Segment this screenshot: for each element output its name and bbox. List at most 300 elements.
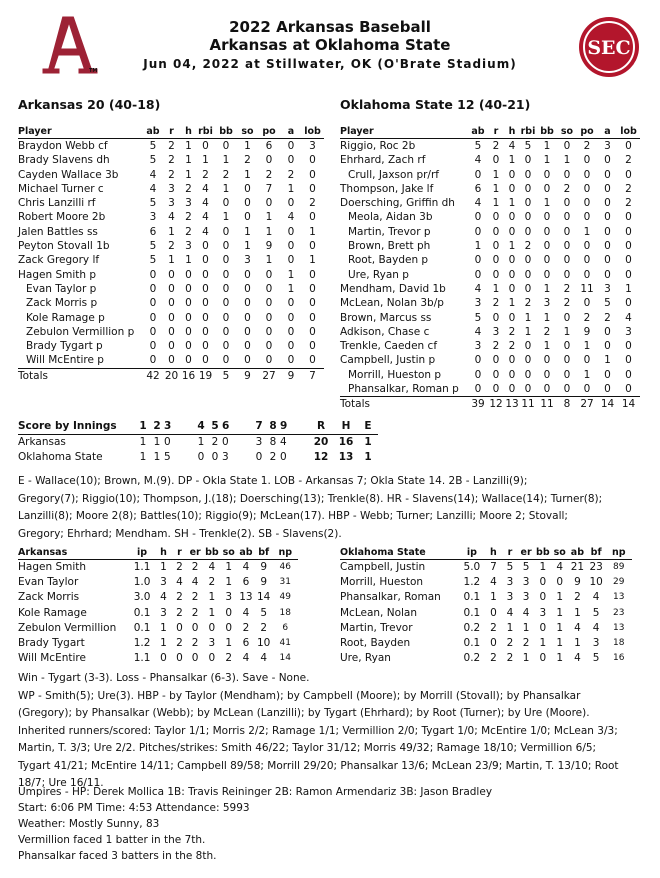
pitcher-row [340,590,632,605]
stat-cell: 4 [242,561,250,573]
stat-cell: 0 [583,297,591,310]
stat-cell: 0 [625,340,632,353]
stat-cell: 1 [539,561,547,573]
stat-cell: 0 [244,340,251,353]
stat-cell: 89 [613,562,625,572]
inning-score: 0 [164,436,171,448]
stat-cell: 0 [563,140,571,152]
player-name: Chris Lanzilli rf [18,197,96,210]
column-header: bf [587,546,606,560]
stat-cell: 0 [149,325,157,338]
stat-cell: 4 [242,652,250,665]
stat-cell: 0 [539,621,547,634]
player-row [340,210,640,224]
stat-cell: 5 [149,140,157,152]
stat-cell: 3 [168,182,175,195]
stat-cell: 0 [185,268,192,281]
stat-cell: 0 [524,268,532,281]
stat-cell: 1 [202,154,209,167]
column-header: ip [459,546,485,560]
pitcher-name: Phansalkar, Roman [340,591,441,604]
player-name: Root, Bayden p [348,254,429,267]
column-header: r [488,125,504,139]
totals-cell: 13 [505,398,519,411]
stat-cell: 13 [239,591,253,604]
totals-cell: 42 [146,369,160,382]
column-header: er [518,546,535,560]
player-row [340,282,640,296]
stat-cell: 0 [492,268,500,281]
stat-cell: 0 [185,311,192,324]
inning-score: 1 [153,436,161,448]
stat-cell: 2 [222,168,230,181]
pitcher-name: Brady Tygart [18,637,85,650]
game-notes [18,473,648,543]
player-name: Doersching, Griffin dh [340,197,455,210]
stat-cell: 0 [149,268,157,281]
stat-cell: 3 [522,591,530,604]
game-note-line: Lanzilli(8); Moore 2(8); Battles(10); Riggio(9); McLean(17). HBP - Webb; Turner; Lanzilli; Moore 2; Stovall; [18,510,568,522]
inning-header: R [308,419,334,435]
stat-cell: 2 [625,197,632,210]
stat-cell: 4 [474,282,482,295]
stat-cell: 2 [583,140,591,152]
stat-cell: 0 [168,340,175,353]
stat-cell: 2 [191,561,199,573]
stat-cell: 0 [202,254,209,267]
pitcher-row [340,621,632,636]
stat-cell: 3 [592,637,600,650]
stat-cell: 1.1 [133,652,151,665]
stat-cell: 0 [492,354,500,367]
stat-cell: 0.1 [463,637,481,650]
stat-cell: 4 [242,606,250,619]
stat-cell: 13 [613,622,625,633]
inning-score: 3 [255,436,263,448]
stat-cell: 0 [508,168,516,181]
player-row [18,210,324,224]
stat-cell: 0.1 [463,606,481,619]
player-name: Martin, Trevor p [348,225,431,238]
stat-cell: 3 [185,197,192,210]
stat-cell: 3 [149,211,157,224]
stat-cell: 0 [202,282,209,295]
player-name: Mendham, David 1b [340,282,446,295]
player-row [340,268,640,282]
stat-cell: 4 [208,561,216,573]
game-info-line: Start: 6:06 PM Time: 4:53 Attendance: 5993 [18,802,250,814]
stat-cell: 23 [613,607,625,618]
stat-cell: 4 [506,606,514,619]
stat-cell: 0 [202,268,209,281]
stat-cell: 0 [524,254,532,267]
stat-cell: 2 [625,182,632,195]
stat-cell: 1 [222,182,230,195]
stat-cell: 9 [583,325,591,338]
stat-cell: 1 [287,268,295,281]
stat-cell: 4 [474,325,482,338]
inning-header: 5 [208,419,222,435]
stat-cell: 3 [506,591,514,604]
stat-cell: 1 [556,591,563,604]
trademark-mark: TM [89,68,98,74]
stat-cell: 4 [574,621,581,634]
stat-cell: 5 [260,606,268,619]
stat-cell: 0 [563,240,571,253]
stat-cell: 21 [570,561,585,573]
player-row [18,153,324,167]
stat-cell: 0 [508,211,516,224]
inning-score: 0 [280,451,287,463]
stat-cell: 0 [244,282,251,295]
stat-cell: 0 [222,140,230,152]
player-name: Zebulon Vermillion p [26,325,135,338]
stat-cell: 0 [492,211,500,224]
stat-cell: 4 [202,211,209,224]
player-name: Peyton Stovall 1b [18,240,110,253]
player-name: Morrill, Hueston p [348,368,442,381]
column-header: r [502,546,518,560]
totals-cell: 27 [262,369,276,382]
stat-cell: 3 [625,325,632,338]
stat-cell: 4 [490,576,497,589]
stat-cell: 0 [309,182,316,195]
pitching-note-line: 18/7; Ure 16/11. [18,777,104,789]
stat-cell: 0.1 [463,591,481,604]
totals-cell: 9 [287,369,295,382]
stat-cell: 0 [176,621,183,634]
stat-cell: 0 [598,382,617,397]
totals-cell: 27 [580,398,594,411]
stat-cell: 1 [490,591,497,604]
stat-cell: 2 [490,652,497,665]
column-header: h [485,546,502,560]
stat-cell: 0 [287,340,295,353]
stat-cell: 0 [222,297,230,310]
stat-cell: 1 [208,606,216,619]
stat-cell: 0 [539,591,547,604]
stat-cell: 1 [244,140,251,152]
stat-cell: 0 [508,311,516,324]
player-name: Thompson, Jake lf [340,182,434,195]
stat-cell: 0.1 [133,606,151,619]
stat-cell: 0 [202,140,209,152]
stat-cell: 0 [492,240,500,253]
stat-cell: 16 [613,653,625,664]
stat-cell: 0 [558,382,576,397]
stat-cell: 0 [185,325,192,338]
stat-cell: 0 [508,354,516,367]
inning-score: 1 [139,451,147,463]
game-info-line: Umpires - HP: Derek Mollica 1B: Travis Reininger 2B: Ramon Armendariz 3B: Jason Bradley [18,786,493,798]
inning-header: 9 [280,419,308,435]
stat-cell: 1 [625,282,632,295]
date-venue: Jun 04, 2022 at Stillwater, OK (O'Brate Stadium) [143,57,517,71]
stat-cell: 2 [176,606,183,619]
inning-score: 0 [255,451,263,463]
stat-cell: 1 [309,254,316,267]
pitcher-row [18,590,298,605]
game-info-line: Vermillion faced 1 batter in the 7th. [18,834,206,846]
stat-cell: 0 [492,254,500,267]
stat-cell: 0 [492,311,500,324]
inning-score: 1 [139,436,147,448]
stat-cell: 1 [160,637,167,650]
stat-cell: 0 [520,382,536,397]
player-row [340,168,640,182]
player-name: Zack Morris p [26,297,98,310]
inning-score: 0 [211,451,219,463]
stat-cell: 3 [522,576,530,589]
inning-score: 16 [338,436,354,448]
pitching-note-line: Tygart 41/21; McEntire 14/11; Campbell 89/58; Morrill 29/20; Phansalkar 13/6; McLean 23/9; Martin, T. 13/10; Root [18,759,619,772]
stat-cell: 1 [168,254,175,267]
stat-cell: 6 [242,637,250,650]
stat-cell: 0 [287,140,295,152]
stat-cell: 3 [208,637,216,650]
stat-cell: 1 [543,154,551,167]
stat-cell: 6 [149,225,157,238]
stat-cell: 1 [287,182,295,195]
stat-cell: 0 [208,652,216,665]
stat-cell: 1 [508,154,516,167]
stat-cell: 0 [524,282,532,295]
inning-score: 5 [164,451,171,463]
stat-cell: 2 [492,140,500,152]
inning-header: E [358,419,378,435]
stat-cell: 0 [524,211,532,224]
stat-cell: 1 [492,182,500,195]
stat-cell: 14 [256,591,271,604]
stat-cell: 6 [265,140,273,152]
stat-cell: 1 [556,606,563,619]
stat-cell: 0 [265,311,273,324]
stat-cell: 0 [309,311,316,324]
player-row [340,368,640,382]
totals-cell: 19 [198,369,213,382]
column-header: bf [255,546,273,560]
pitcher-name: Ure, Ryan [340,652,391,665]
stat-cell: 1 [265,225,273,238]
stat-cell: 0 [583,168,591,181]
player-row [18,139,324,154]
pitching-note-line: (Gregory); by Phansalkar (Webb); by McLean (Lanzilli); by Tygart (Ehrhard); by Root (Turner); by Ure (Moore). [18,707,590,719]
stat-cell: 0 [583,268,591,281]
stat-cell: 41 [279,638,291,649]
stat-cell: 7 [490,561,497,573]
totals-label: Totals [18,369,48,382]
totals-cell: 11 [521,398,535,411]
stat-cell: 3 [543,297,551,310]
stat-cell: 0 [244,325,251,338]
stat-cell: 1 [222,211,230,224]
stat-cell: 0 [625,354,632,367]
pitching-note-line: Win - Tygart (3-3). Loss - Phansalkar (6-3). Save - None. [18,672,310,684]
stat-cell: 0 [168,268,175,281]
stat-cell: 0 [244,268,251,281]
column-header: ab [468,125,488,139]
stat-cell: 0 [583,154,591,167]
totals-cell: 39 [471,398,485,411]
stat-cell: 0 [508,182,516,195]
stat-cell: 0 [244,311,251,324]
stat-cell: 1 [474,240,482,253]
player-name: Braydon Webb cf [18,140,108,152]
stat-cell: 4 [202,197,209,210]
stat-cell: 0 [244,182,251,195]
stat-cell: 0 [287,254,295,267]
arkansas-heading: Arkansas 20 (40-18) [18,97,161,112]
player-name: Michael Turner c [18,182,104,195]
stat-cell: 0 [191,652,199,665]
player-name: Will McEntire p [18,353,143,368]
stat-cell: 2 [287,168,295,181]
stat-cell: 4 [592,621,600,634]
stat-cell: 0 [474,168,482,181]
stat-cell: 9 [574,576,581,589]
stat-cell: 5 [592,652,600,665]
stat-cell: 0 [508,282,516,295]
stat-cell: 1 [185,140,192,152]
pitcher-name: Will McEntire [18,652,86,665]
stat-cell: 11 [580,282,594,295]
innings-team-name: Arkansas [18,436,66,448]
stat-cell: 0 [244,197,251,210]
stat-cell: 6 [242,576,250,589]
column-header: so [220,546,237,560]
stat-cell: 2 [191,637,199,650]
inning-score: 1 [364,436,372,448]
stat-cell: 4 [149,168,157,181]
stat-cell: 0 [625,168,632,181]
inning-score: 0 [222,436,229,448]
stat-cell: 14 [279,653,291,664]
stat-cell: 9 [260,561,268,573]
stat-cell: 4 [474,154,482,167]
stat-cell: 2 [168,168,175,181]
stat-cell: 0.2 [463,621,481,634]
stat-cell: 0 [202,325,209,338]
inning-score: 0 [197,451,205,463]
column-header: r [163,125,180,139]
stat-cell: 2 [543,325,551,338]
stat-cell: 2 [574,591,581,604]
column-header: lob [617,125,640,139]
stat-cell: 0 [202,311,209,324]
stat-cell: 5 [149,240,157,253]
pitcher-name: Martin, Trevor [340,621,413,634]
player-row [18,239,324,253]
column-header: bb [536,547,550,558]
batting-header-row [340,125,640,139]
stat-cell: 0 [222,240,230,253]
totals-cell: 8 [563,398,571,411]
player-name: Jalen Battles ss [18,225,98,238]
stat-cell: 1 [543,340,551,353]
stat-cell: 2 [583,311,591,324]
stat-cell: 5 [522,561,530,573]
stat-cell: 2 [176,561,183,573]
stat-cell: 1 [508,297,516,310]
pitching-team-name: Oklahoma State [340,546,459,560]
stat-cell: 5 [149,197,157,210]
stat-cell: 0 [508,225,516,238]
stat-cell: 1 [524,325,532,338]
stat-cell: 4 [474,197,482,210]
arkansas-pitching-table [18,546,298,666]
game-info-line: Weather: Mostly Sunny, 83 [18,818,160,830]
inning-header: 6 [222,419,252,435]
stat-cell: 3 [225,591,233,604]
stat-cell: 3 [160,606,167,619]
column-header: bb [536,125,558,139]
stat-cell: 0 [225,606,233,619]
stat-cell: 0 [222,325,230,338]
stat-cell: 0 [149,282,157,295]
stat-cell: 2 [191,606,199,619]
stat-cell: 0 [604,268,611,281]
stat-cell: 0 [625,368,632,381]
player-name: Hagen Smith p [18,268,97,281]
stat-cell: 0 [563,197,571,210]
stat-cell: 0 [524,154,532,167]
player-row [340,296,640,310]
stat-cell: 3.0 [133,591,151,604]
column-header: so [558,125,576,139]
stat-cell: 0 [563,168,571,181]
inning-score: 2 [269,451,277,463]
stat-cell: 0 [222,340,230,353]
stat-cell: 2 [185,211,192,224]
stat-cell: 0 [625,240,632,253]
stat-cell: 0 [617,382,640,397]
stat-cell: 0 [309,340,316,353]
stat-cell: 0 [604,211,611,224]
stat-cell: 1 [574,637,581,650]
player-row [340,182,640,196]
stat-cell: 0 [244,297,251,310]
pitcher-row [18,651,298,666]
stat-cell: 3 [168,197,175,210]
stat-cell: 0 [176,652,183,665]
stat-cell: 0 [543,368,551,381]
pitcher-row [18,606,298,621]
stat-cell: 0 [625,211,632,224]
player-row [18,268,324,282]
stat-cell: 0 [604,340,611,353]
totals-cell: 14 [600,398,615,411]
stat-cell: 4 [191,576,199,589]
player-name: Crull, Jaxson pr/rf [348,168,439,181]
column-header: so [551,546,568,560]
report-title: 2022 Arkansas Baseball [229,18,431,36]
player-row [18,168,324,182]
totals-cell: 9 [244,369,251,382]
player-row [340,253,640,267]
stat-cell: 1 [506,621,514,634]
stat-cell: 1 [539,637,547,650]
player-row [340,225,640,239]
stat-cell: 0 [492,225,500,238]
stat-cell: 0 [474,254,482,267]
inning-header: 8 [266,419,280,435]
stat-cell: 1 [556,637,563,650]
stat-cell: 0 [604,368,611,381]
stat-cell: 1 [222,154,230,167]
stat-cell: 0 [583,354,591,367]
player-name: Brady Tygart p [26,340,103,353]
column-header: np [606,546,632,560]
